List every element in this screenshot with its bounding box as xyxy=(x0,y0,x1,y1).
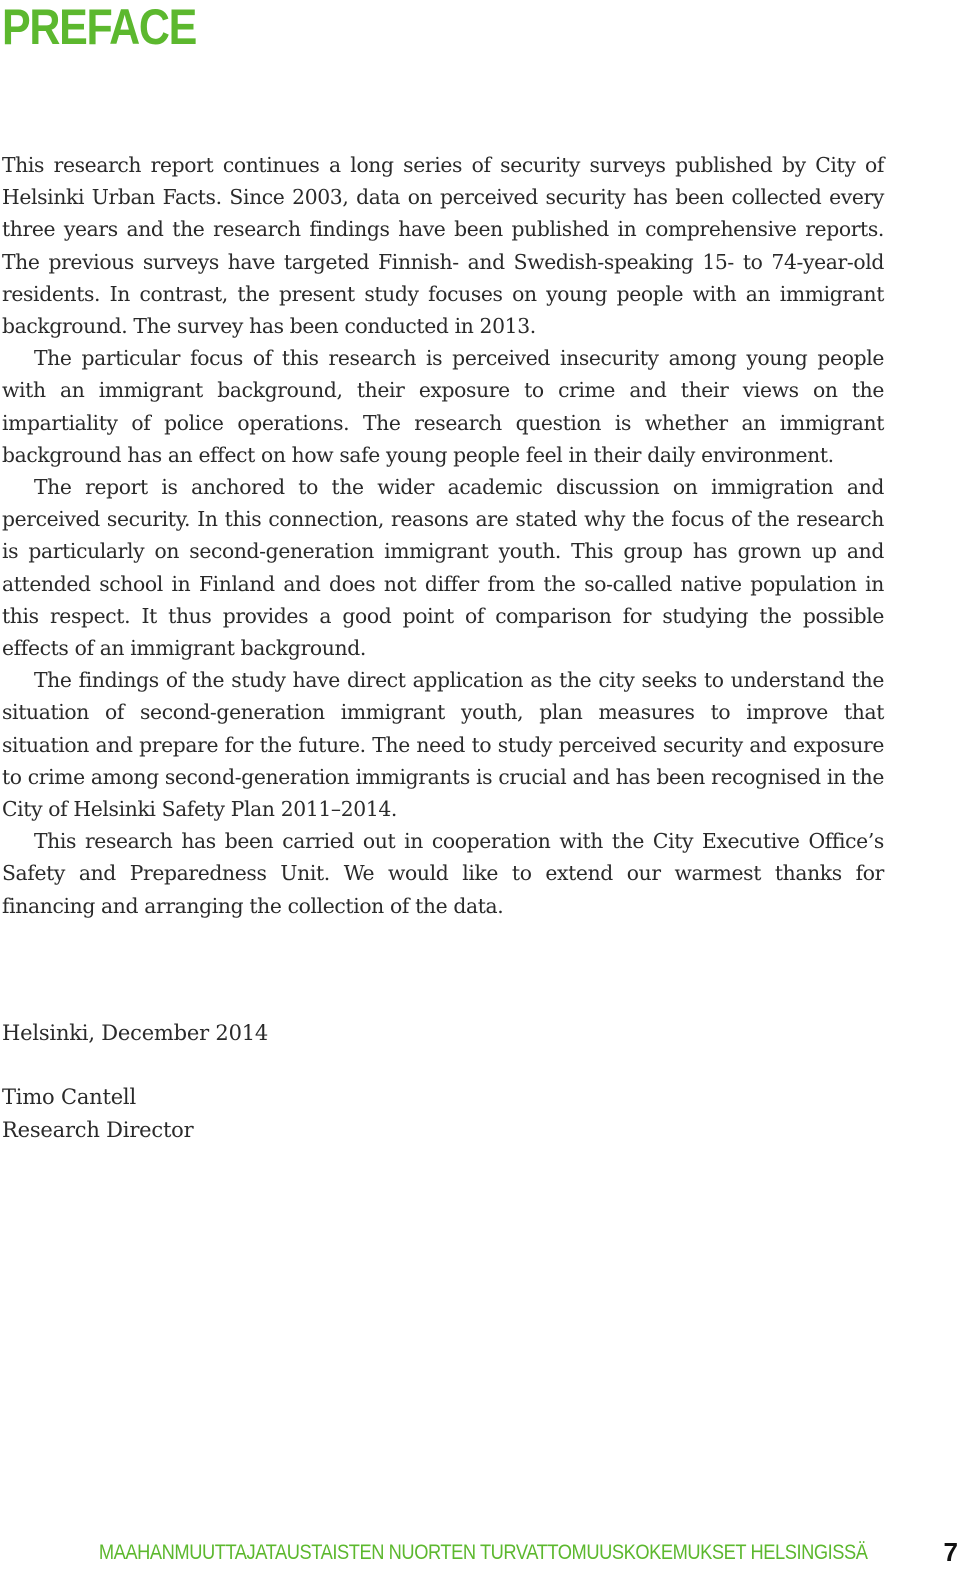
page-title: PREFACE xyxy=(2,0,197,55)
page-footer xyxy=(0,1538,960,1568)
paragraph-focus: The particular focus of this research is perceived insecurity among young people with an immigrant background, their exposure to crime and their views on the impartiality of police operations. The research question is whether an immigrant background has an effect on how safe young people feel in their daily environment. xyxy=(2,346,884,467)
signature-place-date: Helsinki, December 2014 xyxy=(2,1021,269,1045)
paragraph-acknowledgements: This research has been carried out in cooperation with the City Executive Office’s Safety and Preparedness Unit. We would like to extend our warmest thanks for financing and arranging the collection of the data. xyxy=(2,829,884,918)
paragraph-findings: The findings of the study have direct application as the city seeks to understand the situation of second-generation immigrant youth, plan measures to improve that situation and prepare for the future. The need to study perceived security and exposure to crime among second-generation immigrants is crucial and has been recognised in the City of Helsinki Safety Plan 2011–2014. xyxy=(2,668,884,822)
preface-body xyxy=(2,149,884,922)
footer-publication-title: MAAHANMUUTTAJATAUSTAISTEN NUORTEN TURVATTOMUUSKOKEMUKSET HELSINGISSÄ xyxy=(99,1541,868,1564)
signature-block xyxy=(2,1081,193,1147)
paragraph-intro: This research report continues a long series of security surveys published by City of Helsinki Urban Facts. Since 2003, data on perceived security has been collected every three years and the research findings have been published in comprehensive reports. The previous surveys have targeted Finnish- and Swedish-speaking 15- to 74-year-old residents. In contrast, the present study focuses on young people with an immigrant background. The survey has been conducted in 2013. xyxy=(2,153,884,339)
signature-role: Research Director xyxy=(2,1118,194,1142)
signature-name: Timo Cantell xyxy=(2,1085,136,1109)
page-number: 7 xyxy=(943,1537,958,1567)
paragraph-academic-context: The report is anchored to the wider academic discussion on immigration and perceived security. In this connection, reasons are stated why the focus of the research is particularly on second-generation immigrant youth. This group has grown up and attended school in Finland and does not differ from the so-called native population in this respect. It thus provides a good point of comparison for studying the possible effects of an immigrant background. xyxy=(2,475,884,661)
